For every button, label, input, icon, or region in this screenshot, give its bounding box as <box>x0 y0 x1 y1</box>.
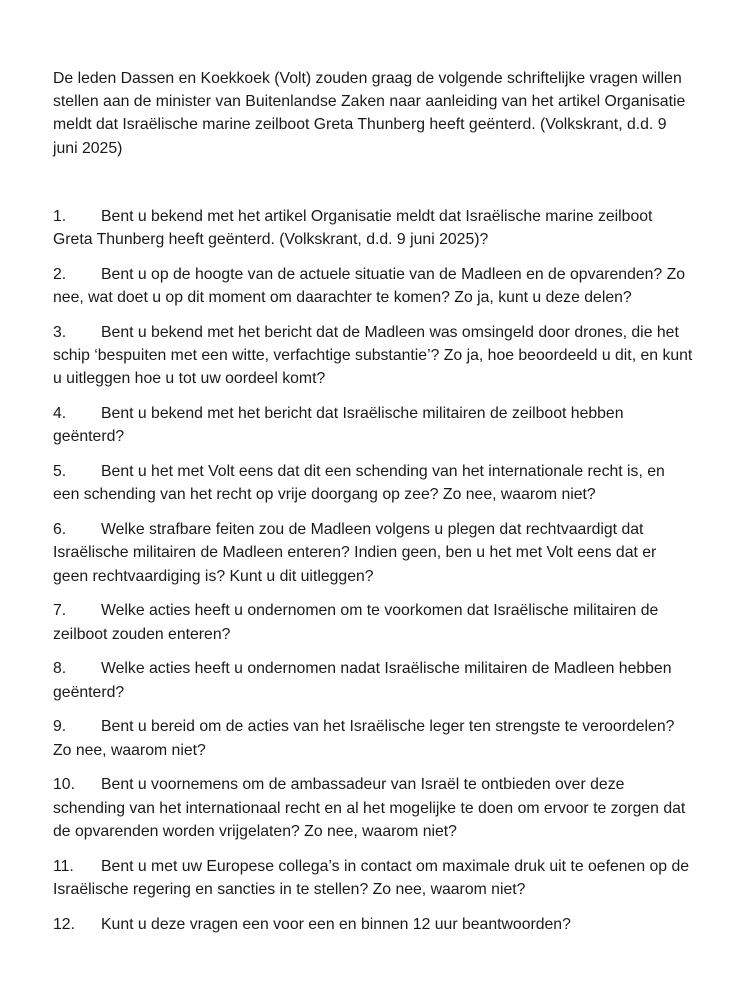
question-text: Bent u bekend met het bericht dat de Madleen was omsingeld door drones, die het schip ‘bespuiten met een witte, verfachtige substantie’? Zo ja, hoe beoordeeld u dit, en kunt u uitleggen hoe u tot uw oordeel komt? <box>53 324 693 388</box>
question-item <box>53 913 693 936</box>
question-text: Bent u bereid om de acties van het Israëlische leger ten strengste te veroordelen? Zo nee, waarom niet? <box>53 718 675 759</box>
question-item <box>53 321 693 391</box>
question-text: Bent u bekend met het bericht dat Israëlische militairen de zeilboot hebben geënterd? <box>53 405 624 446</box>
question-text: Bent u op de hoogte van de actuele situatie van de Madleen en de opvarenden? Zo nee, wat doet u op dit moment om daarachter te komen? Zo ja, kunt u deze delen? <box>53 266 686 307</box>
question-item <box>53 657 693 703</box>
question-list <box>53 205 693 947</box>
question-text: Welke strafbare feiten zou de Madleen volgens u plegen dat rechtvaardigt dat Israëlische militairen de Madleen enteren? Indien geen, ben u het met Volt eens dat er geen rechtvaardiging is? Kunt u dit uitleggen? <box>53 521 657 585</box>
question-number: 8. <box>53 660 67 678</box>
question-number: 9. <box>53 718 67 736</box>
question-number: 3. <box>53 324 67 341</box>
question-text: Welke acties heeft u ondernomen om te voorkomen dat Israëlische militairen de zeilboot zouden enteren? <box>53 602 659 643</box>
question-item <box>53 855 693 901</box>
question-text: Bent u het met Volt eens dat dit een schending van het internationale recht is, en een schending van het recht op vrije doorgang op zee? Zo nee, waarom niet? <box>53 463 665 504</box>
question-text: Bent u voornemens om de ambassadeur van Israël te ontbieden over deze schending van het internationaal recht en al het mogelijke te doen om ervoor te zorgen dat de opvarenden worden vrijgelaten? Zo nee, waarom niet? <box>53 776 686 840</box>
document-page <box>53 67 693 933</box>
question-number: 7. <box>53 602 67 620</box>
question-number: 10. <box>53 776 75 794</box>
question-item <box>53 460 693 506</box>
intro-paragraph: De leden Dassen en Koekkoek (Volt) zouden graag de volgende schriftelijke vragen willen stellen aan de minister van Buitenlandse Zaken naar aanleiding van het artikel Organisatie meldt dat Israëlische marine zeilboot Greta Thunberg heeft geënterd. (Volkskrant, d.d. 9 juni 2025) <box>53 70 686 157</box>
question-number: 6. <box>53 521 67 539</box>
question-item <box>53 599 693 645</box>
question-item <box>53 263 693 309</box>
question-number: 2. <box>53 266 67 283</box>
question-text: Kunt u deze vragen een voor een en binnen 12 uur beantwoorden? <box>101 915 571 933</box>
question-text: Bent u bekend met het artikel Organisatie meldt dat Israëlische marine zeilboot Greta Thunberg heeft geënterd. (Volkskrant, d.d. 9 juni 2025)? <box>53 208 653 249</box>
question-number: 5. <box>53 463 67 481</box>
question-text: Bent u met uw Europese collega’s in contact om maximale druk uit te oefenen op de Israëlische regering en sancties in te stellen? Zo nee, waarom niet? <box>53 857 690 898</box>
question-item <box>53 402 693 448</box>
question-item <box>53 205 693 251</box>
question-number: 4. <box>53 405 67 423</box>
question-number: 1. <box>53 208 67 225</box>
question-number: 12. <box>53 915 75 933</box>
question-item <box>53 518 693 588</box>
question-item <box>53 715 693 761</box>
question-number: 11. <box>53 857 74 875</box>
question-item <box>53 773 693 843</box>
question-text: Welke acties heeft u ondernomen nadat Israëlische militairen de Madleen hebben geënterd? <box>53 660 672 701</box>
